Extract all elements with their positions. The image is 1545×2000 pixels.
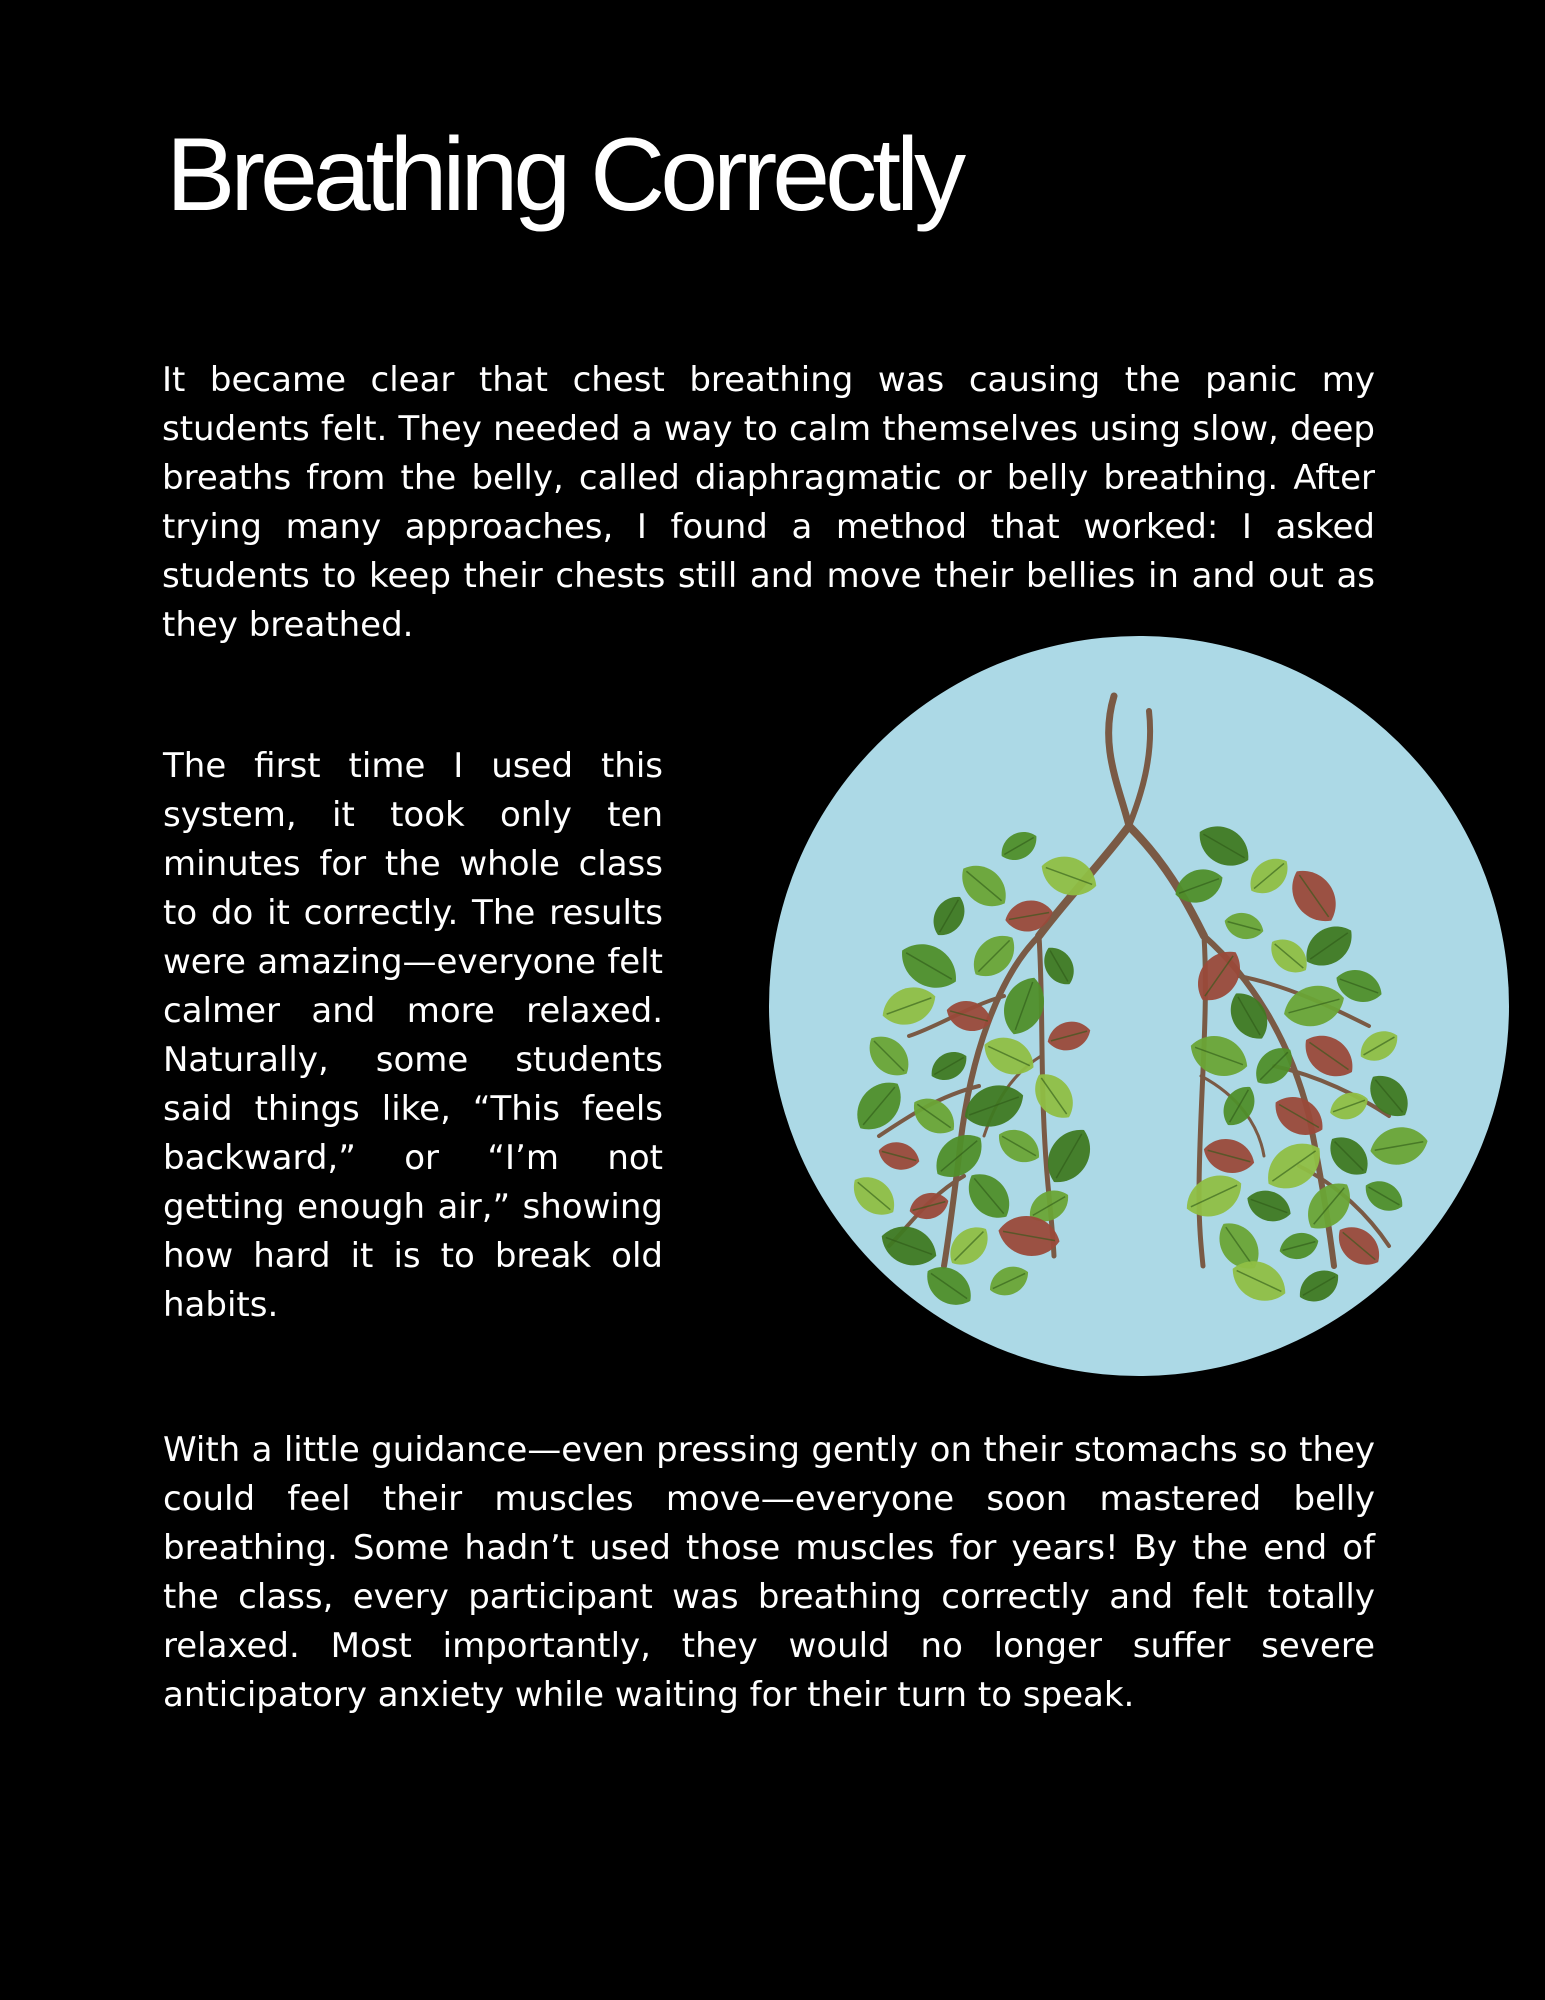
paragraph-first-time: The first time I used this system, it took only ten minutes for the whole class to do it correctly. The results were amazing—everyone felt calmer and more relaxed. Naturally, some students said things like, “This feels backward,” or “I’m not getting enough air,” showing how hard it is to break old habits. [163,746,663,1325]
page-title: Breathing Correctly [166,117,962,233]
paragraph-guidance: With a little guidance—even pressing gently on their stomachs so they could feel their muscles move—everyone soon mastered belly breathing. Some hadn’t used those muscles for years! By the end of the class, every participant was breathing correctly and felt totally relaxed. Most importantly, they would no longer suffer severe anticipatory anxiety while waiting for their turn to speak. [163,1430,1375,1715]
paragraph-intro: It became clear that chest breathing was causing the panic my students felt. They needed a way to calm themselves using slow, deep breaths from the belly, called diaphragmatic or belly breathing. After trying many approaches, I found a method that worked: I asked students to keep their chests still and move their bellies in and out as they breathed. [162,360,1375,645]
leaf-lungs-image [769,636,1509,1376]
leaf-lungs-illustration-icon [769,636,1509,1376]
image-background-circle [769,636,1509,1376]
